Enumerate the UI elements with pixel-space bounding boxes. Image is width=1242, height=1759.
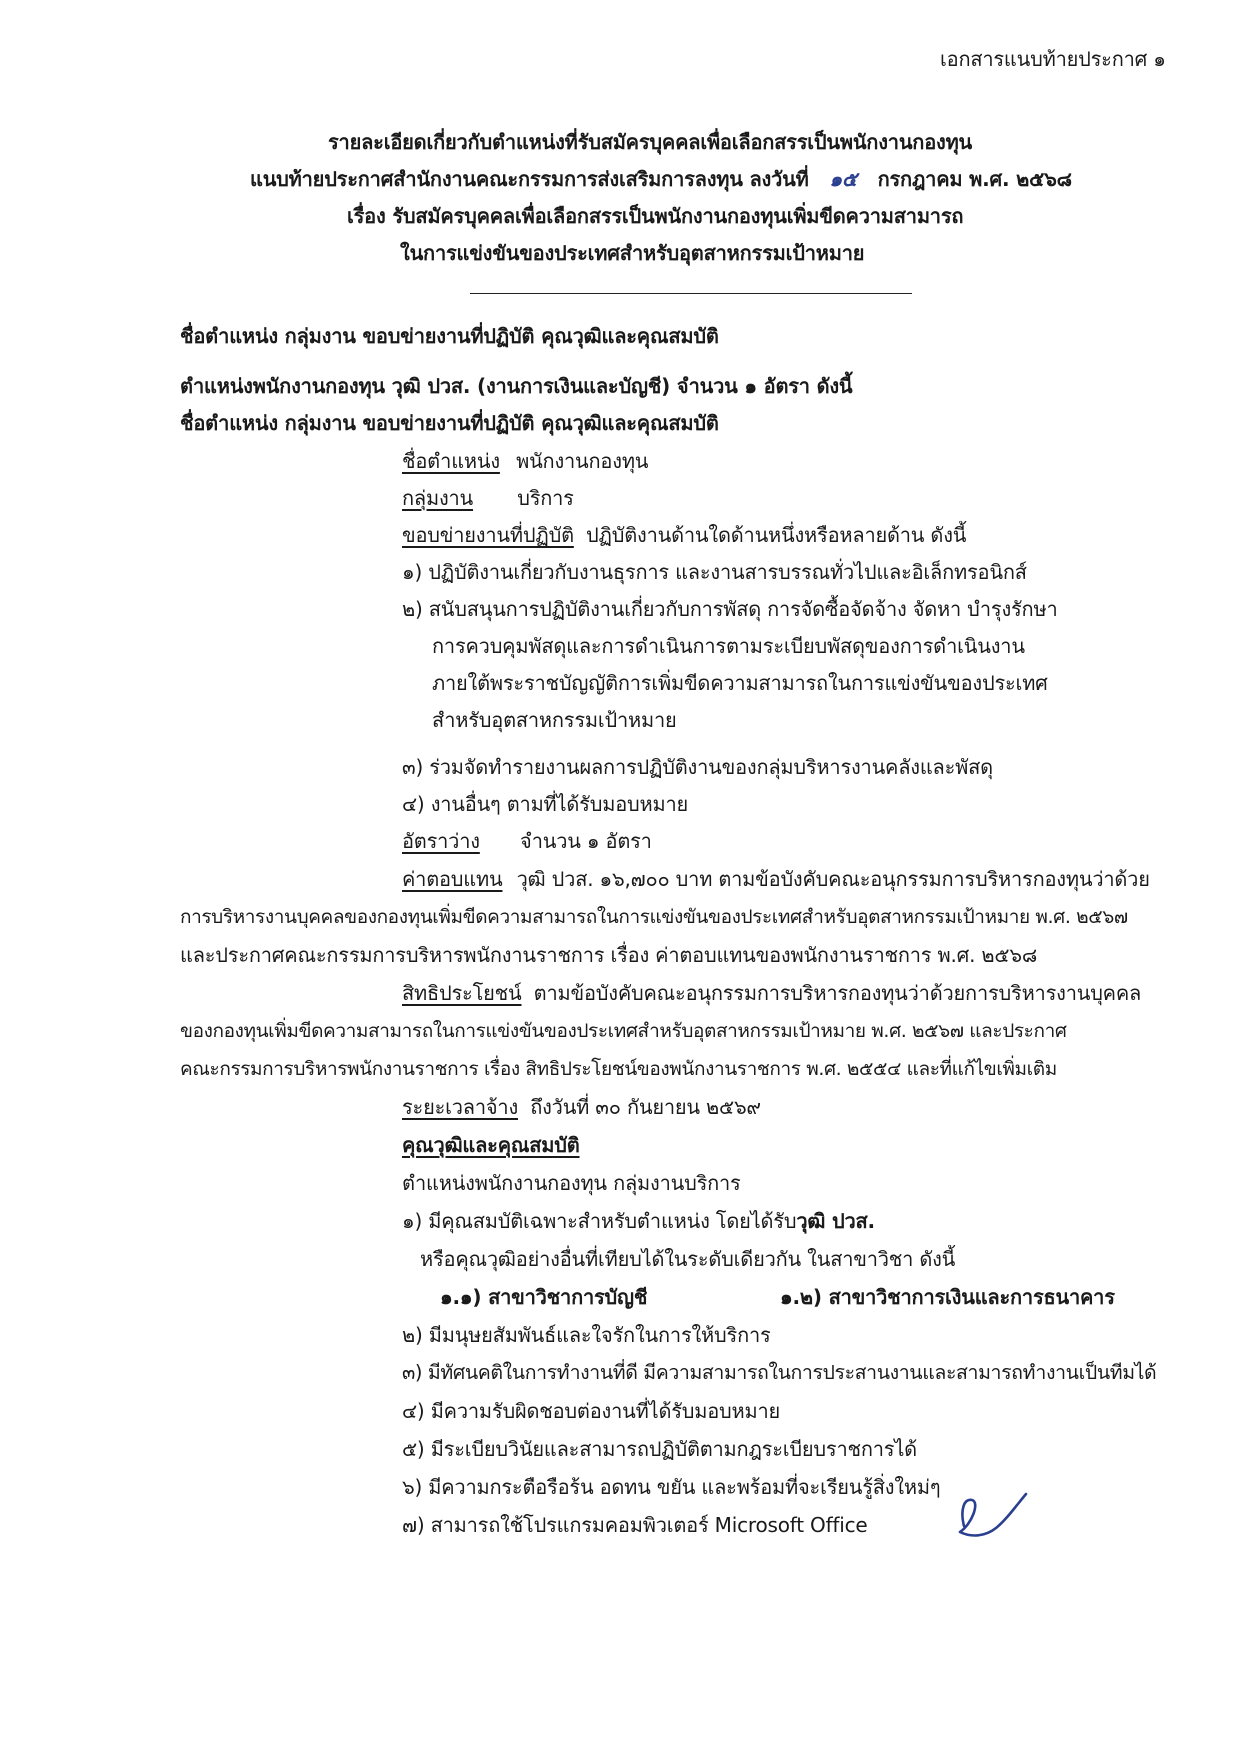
- qualification-1-2: ๑.๒) สาขาวิชาการเงินและการธนาคาร: [780, 1285, 1115, 1309]
- scope-item-2-line-2: การควบคุมพัสดุและการดำเนินการตามระเบียบพัสดุของการดำเนินงาน: [432, 634, 1025, 658]
- document-reference: เอกสารแนบท้ายประกาศ ๑: [940, 47, 1166, 71]
- vacancy-value: จำนวน ๑ อัตรา: [519, 829, 652, 853]
- scope-item-1: ๑) ปฏิบัติงานเกี่ยวกับงานธุรการ และงานสารบรรณทั่วไปและอิเล็กทรอนิกส์: [402, 560, 1027, 584]
- qualification-3: ๓) มีทัศนคติในการทำงานที่ดี มีความสามารถในการประสานงานและสามารถทำงานเป็นทีมได้: [402, 1361, 1157, 1384]
- period-label: ระยะเวลาจ้าง: [402, 1095, 519, 1119]
- benefits-line-2: ของกองทุนเพิ่มขีดความสามารถในการแข่งขันของประเทศสำหรับอุตสาหกรรมเป้าหมาย พ.ศ. ๒๕๖๗ และประกาศ: [180, 1020, 1067, 1042]
- header-divider: [470, 293, 912, 294]
- group-row: [402, 485, 574, 511]
- position-heading: ตำแหน่งพนักงานกองทุน วุฒิ ปวส. (งานการเงินและบัญชี) จำนวน ๑ อัตรา ดังนี้: [180, 374, 853, 398]
- header-line-2: [250, 166, 1072, 192]
- qualification-5: ๕) มีระเบียบวินัยและสามารถปฏิบัติตามกฎระเบียบราชการได้: [402, 1437, 917, 1461]
- header-line-1: รายละเอียดเกี่ยวกับตำแหน่งที่รับสมัครบุคคลเพื่อเลือกสรรเป็นพนักงานกองทุน: [328, 130, 973, 154]
- compensation-label: ค่าตอบแทน: [402, 867, 503, 891]
- compensation-line-2: การบริหารงานบุคคลของกองทุนเพิ่มขีดความสามารถในการแข่งขันของประเทศสำหรับอุตสาหกรรมเป้าหมาย พ.ศ. ๒๕๖๗: [180, 906, 1128, 928]
- group-label: กลุ่มงาน: [402, 486, 474, 510]
- scope-item-3: ๓) ร่วมจัดทำรายงานผลการปฏิบัติงานของกลุ่มบริหารงานคลังและพัสดุ: [402, 755, 993, 779]
- qualification-4: ๔) มีความรับผิดชอบต่องานที่ได้รับมอบหมาย: [402, 1399, 781, 1423]
- position-label: ชื่อตำแหน่ง: [402, 449, 500, 473]
- qualification-1-text: ๑) มีคุณสมบัติเฉพาะสำหรับตำแหน่ง โดยได้รับ: [402, 1209, 797, 1233]
- qualifications-subtitle: ตำแหน่งพนักงานกองทุน กลุ่มงานบริการ: [402, 1171, 741, 1195]
- qualifications-title: คุณวุฒิและคุณสมบัติ: [402, 1133, 580, 1157]
- scope-item-2-line-4: สำหรับอุตสาหกรรมเป้าหมาย: [432, 708, 677, 732]
- group-value: บริการ: [517, 486, 574, 510]
- section-title: ชื่อตำแหน่ง กลุ่มงาน ขอบข่ายงานที่ปฏิบัติ คุณวุฒิและคุณสมบัติ: [180, 324, 719, 348]
- signature-mark: [952, 1488, 1032, 1548]
- vacancy-row: [402, 828, 652, 854]
- header-line-4: ในการแข่งขันของประเทศสำหรับอุตสาหกรรมเป้าหมาย: [400, 241, 865, 265]
- qualification-1: [402, 1208, 875, 1234]
- scope-row: [402, 522, 966, 548]
- header-line-3: เรื่อง รับสมัครบุคคลเพื่อเลือกสรรเป็นพนักงานกองทุนเพิ่มขีดความสามารถ: [347, 204, 964, 228]
- scope-intro: ปฏิบัติงานด้านใดด้านหนึ่งหรือหลายด้าน ดังนี้: [586, 523, 967, 547]
- scope-item-2: ๒) สนับสนุนการปฏิบัติงานเกี่ยวกับการพัสดุ การจัดซื้อจัดจ้าง จัดหา บำรุงรักษา: [402, 597, 1058, 621]
- scope-item-4: ๔) งานอื่นๆ ตามที่ได้รับมอบหมาย: [402, 792, 689, 816]
- qualification-1-degree: วุฒิ ปวส.: [796, 1209, 875, 1233]
- compensation-row: [402, 866, 1150, 892]
- compensation-line-3: และประกาศคณะกรรมการบริหารพนักงานราชการ เรื่อง ค่าตอบแทนของพนักงานราชการ พ.ศ. ๒๕๖๘: [180, 943, 1038, 967]
- qualification-2: ๒) มีมนุษยสัมพันธ์และใจรักในการให้บริการ: [402, 1323, 771, 1347]
- benefits-label: สิทธิประโยชน์: [402, 981, 522, 1005]
- section-title-2: ชื่อตำแหน่ง กลุ่มงาน ขอบข่ายงานที่ปฏิบัติ คุณวุฒิและคุณสมบัติ: [180, 411, 719, 435]
- period-row: [402, 1094, 761, 1120]
- compensation-line-1: วุฒิ ปวส. ๑๖,๗๐๐ บาท ตามข้อบังคับคณะอนุกรรมการบริหารกองทุนว่าด้วย: [516, 867, 1150, 891]
- scope-label: ขอบข่ายงานที่ปฏิบัติ: [402, 523, 574, 547]
- qualification-7: ๗) สามารถใช้โปรแกรมคอมพิวเตอร์ Microsoft Office: [402, 1513, 868, 1537]
- scope-item-2-line-3: ภายใต้พระราชบัญญัติการเพิ่มขีดความสามารถในการแข่งขันของประเทศ: [432, 671, 1048, 695]
- position-row: [402, 448, 648, 474]
- benefits-row: [402, 980, 1141, 1006]
- vacancy-label: อัตราว่าง: [402, 829, 480, 853]
- header-line-2-month: กรกฎาคม พ.ศ. ๒๕๖๘: [877, 167, 1072, 191]
- header-handwritten-day: ๑๕: [829, 167, 857, 191]
- qualification-6: ๖) มีความกระตือรือร้น อดทน ขยัน และพร้อมที่จะเรียนรู้สิ่งใหม่ๆ: [402, 1475, 941, 1499]
- position-value: พนักงานกองทุน: [516, 449, 649, 473]
- qualification-1-1: ๑.๑) สาขาวิชาการบัญชี: [440, 1285, 648, 1309]
- benefits-line-1: ตามข้อบังคับคณะอนุกรรมการบริหารกองทุนว่าด้วยการบริหารงานบุคคล: [533, 981, 1142, 1005]
- qualification-1-line-2: หรือคุณวุฒิอย่างอื่นที่เทียบได้ในระดับเดียวกัน ในสาขาวิชา ดังนี้: [420, 1247, 956, 1271]
- benefits-line-3: คณะกรรมการบริหารพนักงานราชการ เรื่อง สิทธิประโยชน์ของพนักงานราชการ พ.ศ. ๒๕๕๔ และที่แก้ไขเพิ่มเติม: [180, 1058, 1057, 1080]
- header-line-2-text: แนบท้ายประกาศสำนักงานคณะกรรมการส่งเสริมการลงทุน ลงวันที่: [250, 167, 809, 191]
- period-value: ถึงวันที่ ๓๐ กันยายน ๒๕๖๙: [530, 1095, 761, 1119]
